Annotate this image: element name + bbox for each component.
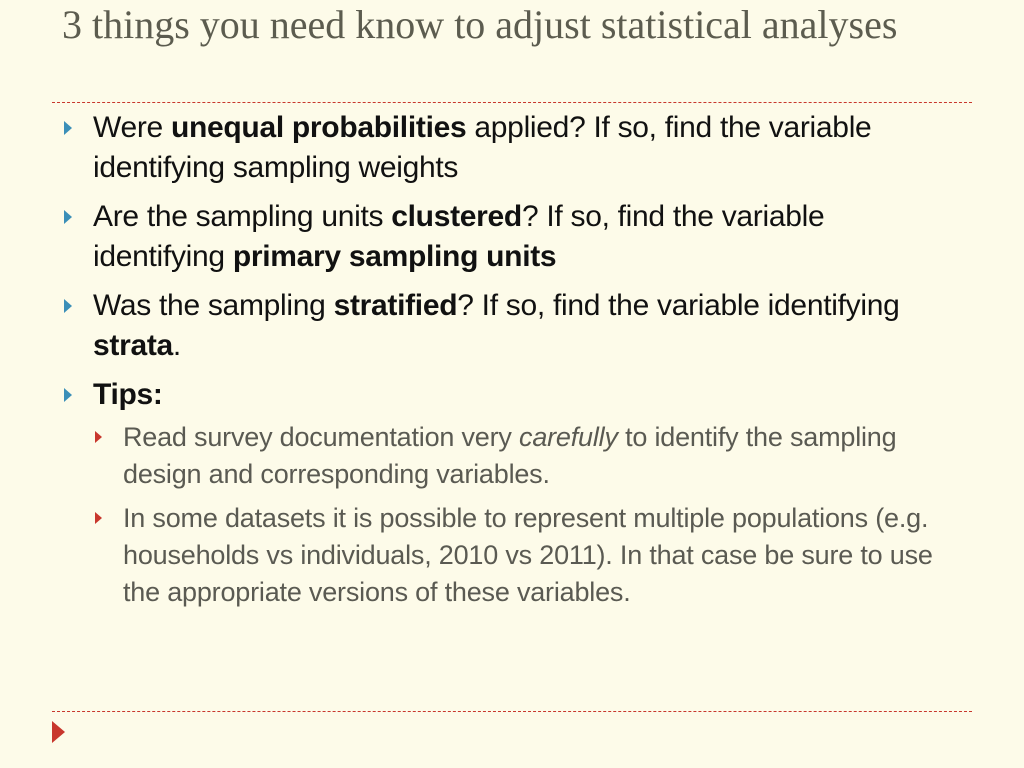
bullet-unequal-probabilities: [62, 108, 962, 188]
tip-multiple-populations: [93, 500, 962, 611]
triangle-right-icon: [64, 210, 72, 224]
tips-list: [93, 419, 962, 611]
bullet-text: Was the sampling: [93, 289, 334, 322]
footer-divider: [52, 711, 972, 712]
triangle-right-icon: [95, 431, 102, 443]
triangle-right-icon: [52, 721, 65, 743]
bullet-text: Are the sampling units: [93, 200, 392, 233]
bullet-list: [62, 108, 962, 620]
tip-text: Read survey documentation very: [123, 422, 520, 452]
bullet-emphasis: primary sampling units: [232, 240, 557, 273]
bullet-tips: [62, 375, 962, 611]
triangle-right-icon: [64, 388, 72, 402]
bullet-text: ? If so, find the variable identifying: [93, 200, 825, 273]
bullet-emphasis: unequal probabilities: [170, 111, 467, 144]
bullet-stratified: [62, 286, 962, 366]
tip-read-documentation: [93, 419, 962, 493]
tips-heading: Tips:: [93, 378, 163, 411]
tip-text: In some datasets it is possible to represent multiple populations (e.g. households vs individuals, 2010 vs 2011). In that case be sure to use the appropriate versions of these variables.: [123, 503, 933, 607]
bullet-emphasis: strata: [93, 329, 173, 362]
slide-title: 3 things you need know to adjust statistical analyses: [62, 2, 898, 47]
bullet-emphasis: clustered: [391, 200, 522, 233]
bullet-clustered: [62, 197, 962, 277]
tip-emphasis: carefully: [519, 422, 618, 452]
triangle-right-icon: [64, 299, 72, 313]
triangle-right-icon: [64, 121, 72, 135]
bullet-text: ? If so, find the variable identifying: [457, 289, 900, 322]
title-divider: [52, 102, 972, 103]
triangle-right-icon: [95, 512, 102, 524]
bullet-text: Were: [93, 111, 171, 144]
bullet-text: .: [172, 329, 181, 362]
bullet-emphasis: stratified: [333, 289, 458, 322]
bullet-text: applied? If so, find the variable identifying sampling weights: [93, 111, 872, 184]
tip-text: to identify the sampling design and corresponding variables.: [123, 422, 897, 489]
